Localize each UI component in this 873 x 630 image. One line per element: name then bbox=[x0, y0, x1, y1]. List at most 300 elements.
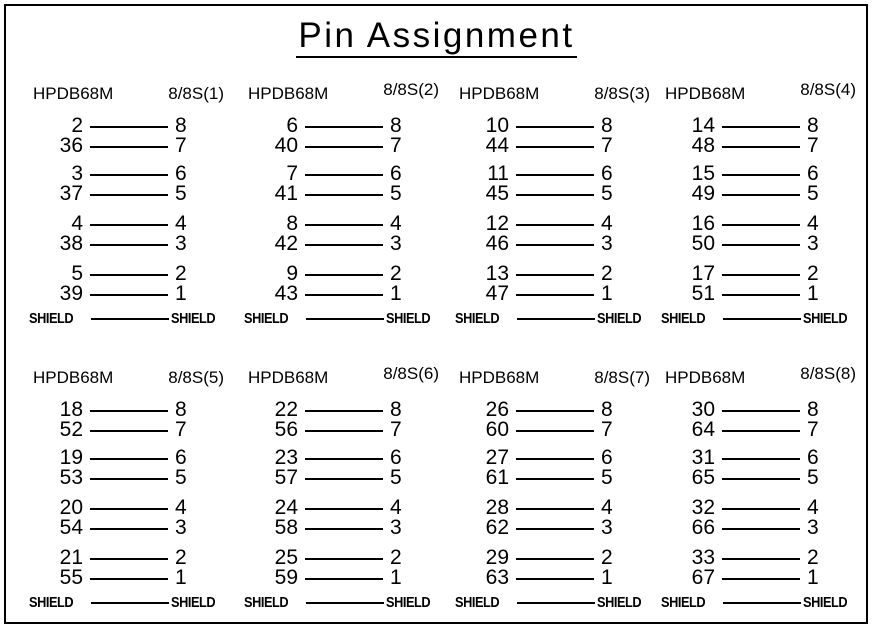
left-pin-number: 12 bbox=[485, 212, 509, 235]
wire-line bbox=[722, 410, 800, 412]
wire-line bbox=[90, 458, 168, 460]
shield-wire bbox=[306, 602, 384, 604]
pin-row bbox=[248, 518, 438, 538]
left-pin-number: 29 bbox=[485, 546, 509, 569]
wire-line bbox=[305, 558, 383, 560]
pin-row bbox=[33, 420, 223, 440]
right-pin-number: 1 bbox=[807, 566, 819, 589]
wire-line bbox=[516, 244, 594, 246]
wire-line bbox=[516, 126, 594, 128]
wire-line bbox=[90, 244, 168, 246]
left-pin-number: 64 bbox=[691, 418, 715, 441]
shield-label-left: SHIELD bbox=[29, 594, 74, 611]
right-pin-number: 5 bbox=[390, 182, 402, 205]
wire-line bbox=[516, 578, 594, 580]
left-connector-label: HPDB68M bbox=[33, 84, 114, 103]
right-pin-number: 4 bbox=[175, 212, 187, 235]
pin-row bbox=[665, 284, 855, 304]
wire-line bbox=[90, 146, 168, 148]
right-pin-number: 3 bbox=[601, 232, 613, 255]
pin-row bbox=[33, 184, 223, 204]
wire-line bbox=[516, 508, 594, 510]
wire-line bbox=[722, 528, 800, 530]
pin-row bbox=[459, 164, 649, 184]
wire-line bbox=[90, 126, 168, 128]
page-title bbox=[0, 16, 873, 58]
shield-label-right: SHIELD bbox=[597, 310, 642, 327]
wire-line bbox=[722, 294, 800, 296]
left-pin-number: 7 bbox=[286, 162, 298, 185]
right-pin-number: 6 bbox=[601, 162, 613, 185]
shield-label-left: SHIELD bbox=[29, 310, 74, 327]
left-pin-number: 47 bbox=[485, 282, 509, 305]
left-pin-number: 45 bbox=[485, 182, 509, 205]
wire-line bbox=[722, 558, 800, 560]
left-pin-number: 57 bbox=[274, 466, 298, 489]
wire-line bbox=[722, 508, 800, 510]
right-pin-number: 7 bbox=[807, 418, 819, 441]
wire-line bbox=[305, 146, 383, 148]
right-pin-number: 7 bbox=[807, 134, 819, 157]
right-pin-number: 4 bbox=[390, 496, 402, 519]
left-pin-number: 14 bbox=[691, 114, 715, 137]
pin-row bbox=[665, 214, 855, 234]
wire-line bbox=[90, 528, 168, 530]
left-pin-number: 21 bbox=[59, 546, 83, 569]
right-pin-number: 1 bbox=[390, 282, 402, 305]
pin-row bbox=[459, 468, 649, 488]
right-pin-number: 3 bbox=[601, 516, 613, 539]
right-connector-label: 8/8S(3) bbox=[594, 84, 650, 103]
right-pin-number: 7 bbox=[175, 418, 187, 441]
shield-wire bbox=[91, 318, 169, 320]
pin-row bbox=[248, 136, 438, 156]
right-pin-number: 6 bbox=[807, 162, 819, 185]
right-pin-number: 2 bbox=[601, 262, 613, 285]
shield-label-right: SHIELD bbox=[171, 594, 216, 611]
right-pin-number: 3 bbox=[390, 516, 402, 539]
right-connector-label: 8/8S(8) bbox=[800, 364, 856, 383]
right-pin-number: 1 bbox=[807, 282, 819, 305]
right-pin-number: 3 bbox=[807, 232, 819, 255]
wire-line bbox=[722, 430, 800, 432]
left-pin-number: 63 bbox=[485, 566, 509, 589]
left-pin-number: 6 bbox=[286, 114, 298, 137]
left-pin-number: 5 bbox=[71, 262, 83, 285]
pin-row bbox=[459, 568, 649, 588]
pin-row bbox=[248, 448, 438, 468]
shield-label-left: SHIELD bbox=[661, 594, 706, 611]
wire-line bbox=[90, 274, 168, 276]
pin-row bbox=[665, 448, 855, 468]
pin-row bbox=[33, 400, 223, 420]
right-pin-number: 3 bbox=[175, 232, 187, 255]
pin-row bbox=[248, 164, 438, 184]
pin-row bbox=[665, 498, 855, 518]
right-connector-label: 8/8S(7) bbox=[594, 368, 650, 387]
pin-block-5 bbox=[29, 368, 238, 618]
pin-row bbox=[248, 468, 438, 488]
right-pin-number: 8 bbox=[601, 114, 613, 137]
left-pin-number: 18 bbox=[59, 398, 83, 421]
left-pin-number: 25 bbox=[274, 546, 298, 569]
pin-row bbox=[459, 184, 649, 204]
right-connector-label: 8/8S(4) bbox=[800, 80, 856, 99]
shield-wire bbox=[517, 318, 595, 320]
right-pin-number: 6 bbox=[601, 446, 613, 469]
right-pin-number: 7 bbox=[390, 134, 402, 157]
wire-line bbox=[516, 174, 594, 176]
left-pin-number: 15 bbox=[691, 162, 715, 185]
left-pin-number: 13 bbox=[485, 262, 509, 285]
right-pin-number: 3 bbox=[390, 232, 402, 255]
pin-row bbox=[665, 184, 855, 204]
pin-row bbox=[248, 498, 438, 518]
pin-row bbox=[459, 116, 649, 136]
shield-label-left: SHIELD bbox=[244, 310, 289, 327]
left-connector-label: HPDB68M bbox=[248, 84, 329, 103]
pin-row bbox=[665, 164, 855, 184]
right-pin-number: 5 bbox=[390, 466, 402, 489]
right-pin-number: 7 bbox=[601, 134, 613, 157]
wire-line bbox=[722, 478, 800, 480]
right-pin-number: 4 bbox=[807, 212, 819, 235]
left-pin-number: 20 bbox=[59, 496, 83, 519]
wire-line bbox=[90, 478, 168, 480]
left-pin-number: 17 bbox=[691, 262, 715, 285]
wire-line bbox=[305, 528, 383, 530]
shield-label-left: SHIELD bbox=[455, 310, 500, 327]
right-pin-number: 6 bbox=[390, 446, 402, 469]
left-pin-number: 19 bbox=[59, 446, 83, 469]
pin-row bbox=[665, 420, 855, 440]
pin-row bbox=[459, 498, 649, 518]
wire-line bbox=[516, 528, 594, 530]
right-pin-number: 2 bbox=[390, 262, 402, 285]
shield-label-right: SHIELD bbox=[386, 310, 431, 327]
pin-row bbox=[33, 568, 223, 588]
wire-line bbox=[516, 224, 594, 226]
pin-row bbox=[459, 548, 649, 568]
wire-line bbox=[305, 244, 383, 246]
pin-row bbox=[33, 498, 223, 518]
left-connector-label: HPDB68M bbox=[33, 368, 114, 387]
shield-wire bbox=[723, 602, 801, 604]
left-connector-label: HPDB68M bbox=[459, 368, 540, 387]
right-connector-label: 8/8S(6) bbox=[383, 364, 439, 383]
left-pin-number: 48 bbox=[691, 134, 715, 157]
pin-row bbox=[33, 468, 223, 488]
right-pin-number: 4 bbox=[601, 496, 613, 519]
pin-row bbox=[248, 116, 438, 136]
pin-block-3 bbox=[455, 84, 664, 334]
wire-line bbox=[722, 458, 800, 460]
right-connector-label: 8/8S(1) bbox=[168, 84, 224, 103]
right-pin-number: 8 bbox=[175, 398, 187, 421]
pin-block-7 bbox=[455, 368, 664, 618]
right-pin-number: 5 bbox=[807, 466, 819, 489]
right-pin-number: 6 bbox=[807, 446, 819, 469]
pin-row bbox=[33, 234, 223, 254]
wire-line bbox=[305, 578, 383, 580]
right-pin-number: 2 bbox=[601, 546, 613, 569]
pin-row bbox=[33, 518, 223, 538]
wire-line bbox=[516, 558, 594, 560]
wire-line bbox=[90, 508, 168, 510]
wire-line bbox=[516, 458, 594, 460]
left-pin-number: 31 bbox=[691, 446, 715, 469]
right-pin-number: 8 bbox=[175, 114, 187, 137]
left-pin-number: 56 bbox=[274, 418, 298, 441]
right-pin-number: 6 bbox=[175, 446, 187, 469]
shield-label-right: SHIELD bbox=[803, 594, 848, 611]
wire-line bbox=[90, 578, 168, 580]
left-pin-number: 61 bbox=[485, 466, 509, 489]
left-connector-label: HPDB68M bbox=[665, 84, 746, 103]
pin-row bbox=[459, 214, 649, 234]
wire-line bbox=[722, 194, 800, 196]
shield-label-right: SHIELD bbox=[171, 310, 216, 327]
left-pin-number: 9 bbox=[286, 262, 298, 285]
left-pin-number: 28 bbox=[485, 496, 509, 519]
left-pin-number: 49 bbox=[691, 182, 715, 205]
left-pin-number: 4 bbox=[71, 212, 83, 235]
left-pin-number: 22 bbox=[274, 398, 298, 421]
shield-wire bbox=[91, 602, 169, 604]
left-pin-number: 50 bbox=[691, 232, 715, 255]
pin-row bbox=[665, 518, 855, 538]
right-pin-number: 2 bbox=[390, 546, 402, 569]
left-pin-number: 33 bbox=[691, 546, 715, 569]
left-pin-number: 65 bbox=[691, 466, 715, 489]
wire-line bbox=[722, 174, 800, 176]
wire-line bbox=[305, 174, 383, 176]
shield-label-right: SHIELD bbox=[803, 310, 848, 327]
right-pin-number: 6 bbox=[390, 162, 402, 185]
left-pin-number: 51 bbox=[691, 282, 715, 305]
pin-row bbox=[665, 264, 855, 284]
pin-block-4 bbox=[661, 80, 870, 334]
left-pin-number: 16 bbox=[691, 212, 715, 235]
left-pin-number: 3 bbox=[71, 162, 83, 185]
left-pin-number: 30 bbox=[691, 398, 715, 421]
pin-row bbox=[248, 284, 438, 304]
left-pin-number: 53 bbox=[59, 466, 83, 489]
left-pin-number: 42 bbox=[274, 232, 298, 255]
pin-row bbox=[33, 116, 223, 136]
wire-line bbox=[305, 274, 383, 276]
left-pin-number: 38 bbox=[59, 232, 83, 255]
right-pin-number: 5 bbox=[175, 466, 187, 489]
left-connector-label: HPDB68M bbox=[459, 84, 540, 103]
left-pin-number: 55 bbox=[59, 566, 83, 589]
left-pin-number: 67 bbox=[691, 566, 715, 589]
left-pin-number: 54 bbox=[59, 516, 83, 539]
right-pin-number: 8 bbox=[807, 398, 819, 421]
left-pin-number: 10 bbox=[485, 114, 509, 137]
left-pin-number: 66 bbox=[691, 516, 715, 539]
right-pin-number: 2 bbox=[807, 546, 819, 569]
wire-line bbox=[516, 294, 594, 296]
shield-wire bbox=[306, 318, 384, 320]
left-pin-number: 27 bbox=[485, 446, 509, 469]
right-pin-number: 1 bbox=[390, 566, 402, 589]
left-pin-number: 44 bbox=[485, 134, 509, 157]
wire-line bbox=[305, 194, 383, 196]
left-pin-number: 60 bbox=[485, 418, 509, 441]
pin-row bbox=[248, 184, 438, 204]
wire-line bbox=[516, 194, 594, 196]
wire-line bbox=[305, 430, 383, 432]
pin-row bbox=[665, 568, 855, 588]
shield-label-left: SHIELD bbox=[455, 594, 500, 611]
left-pin-number: 36 bbox=[59, 134, 83, 157]
right-pin-number: 5 bbox=[601, 182, 613, 205]
right-pin-number: 2 bbox=[807, 262, 819, 285]
wire-line bbox=[722, 224, 800, 226]
pin-row bbox=[459, 448, 649, 468]
right-pin-number: 5 bbox=[601, 466, 613, 489]
left-pin-number: 32 bbox=[691, 496, 715, 519]
pin-block-2 bbox=[244, 80, 453, 334]
wire-line bbox=[516, 430, 594, 432]
right-pin-number: 8 bbox=[390, 398, 402, 421]
left-pin-number: 2 bbox=[71, 114, 83, 137]
left-connector-label: HPDB68M bbox=[665, 368, 746, 387]
pin-row bbox=[248, 214, 438, 234]
pin-row bbox=[665, 548, 855, 568]
right-pin-number: 6 bbox=[175, 162, 187, 185]
wire-line bbox=[90, 194, 168, 196]
right-pin-number: 7 bbox=[175, 134, 187, 157]
right-connector-label: 8/8S(2) bbox=[383, 80, 439, 99]
left-pin-number: 52 bbox=[59, 418, 83, 441]
left-pin-number: 40 bbox=[274, 134, 298, 157]
left-pin-number: 46 bbox=[485, 232, 509, 255]
right-pin-number: 7 bbox=[601, 418, 613, 441]
right-pin-number: 5 bbox=[175, 182, 187, 205]
title-text: Pin Assignment bbox=[296, 18, 576, 58]
left-pin-number: 11 bbox=[487, 162, 509, 185]
left-pin-number: 23 bbox=[274, 446, 298, 469]
wire-line bbox=[305, 508, 383, 510]
pin-row bbox=[33, 164, 223, 184]
right-pin-number: 8 bbox=[807, 114, 819, 137]
right-pin-number: 5 bbox=[807, 182, 819, 205]
wire-line bbox=[516, 478, 594, 480]
pin-block-8 bbox=[661, 364, 870, 618]
wire-line bbox=[722, 274, 800, 276]
pin-row bbox=[33, 136, 223, 156]
right-pin-number: 2 bbox=[175, 262, 187, 285]
left-pin-number: 8 bbox=[286, 212, 298, 235]
wire-line bbox=[516, 410, 594, 412]
right-pin-number: 1 bbox=[175, 282, 187, 305]
wire-line bbox=[90, 430, 168, 432]
pin-row bbox=[459, 284, 649, 304]
left-pin-number: 43 bbox=[274, 282, 298, 305]
left-pin-number: 58 bbox=[274, 516, 298, 539]
shield-label-left: SHIELD bbox=[661, 310, 706, 327]
right-pin-number: 3 bbox=[807, 516, 819, 539]
wire-line bbox=[90, 174, 168, 176]
pin-row bbox=[665, 468, 855, 488]
left-pin-number: 39 bbox=[59, 282, 83, 305]
pin-row bbox=[33, 448, 223, 468]
wire-line bbox=[305, 410, 383, 412]
right-pin-number: 1 bbox=[601, 282, 613, 305]
right-pin-number: 1 bbox=[601, 566, 613, 589]
pin-row bbox=[459, 420, 649, 440]
pin-row bbox=[33, 214, 223, 234]
right-pin-number: 3 bbox=[175, 516, 187, 539]
pin-row bbox=[248, 568, 438, 588]
wire-line bbox=[516, 274, 594, 276]
left-pin-number: 41 bbox=[274, 182, 298, 205]
left-pin-number: 62 bbox=[485, 516, 509, 539]
right-pin-number: 4 bbox=[807, 496, 819, 519]
pin-row bbox=[248, 400, 438, 420]
right-pin-number: 8 bbox=[601, 398, 613, 421]
wire-line bbox=[90, 410, 168, 412]
wire-line bbox=[305, 224, 383, 226]
pin-row bbox=[248, 420, 438, 440]
left-connector-label: HPDB68M bbox=[248, 368, 329, 387]
wire-line bbox=[90, 294, 168, 296]
wire-line bbox=[90, 558, 168, 560]
shield-label-right: SHIELD bbox=[386, 594, 431, 611]
wire-line bbox=[305, 478, 383, 480]
pin-row bbox=[665, 400, 855, 420]
left-pin-number: 59 bbox=[274, 566, 298, 589]
wire-line bbox=[305, 458, 383, 460]
pin-row bbox=[33, 284, 223, 304]
right-pin-number: 4 bbox=[390, 212, 402, 235]
pin-row bbox=[459, 234, 649, 254]
pin-row bbox=[459, 518, 649, 538]
left-pin-number: 37 bbox=[59, 182, 83, 205]
left-pin-number: 24 bbox=[274, 496, 298, 519]
pin-row bbox=[665, 136, 855, 156]
right-pin-number: 1 bbox=[175, 566, 187, 589]
pin-row bbox=[459, 136, 649, 156]
pin-row bbox=[459, 264, 649, 284]
shield-label-left: SHIELD bbox=[244, 594, 289, 611]
shield-wire bbox=[723, 318, 801, 320]
right-pin-number: 7 bbox=[390, 418, 402, 441]
wire-line bbox=[516, 146, 594, 148]
right-connector-label: 8/8S(5) bbox=[168, 368, 224, 387]
left-pin-number: 26 bbox=[485, 398, 509, 421]
pin-block-1 bbox=[29, 84, 238, 334]
pin-row bbox=[665, 116, 855, 136]
wire-line bbox=[722, 244, 800, 246]
right-pin-number: 8 bbox=[390, 114, 402, 137]
wire-line bbox=[722, 146, 800, 148]
shield-wire bbox=[517, 602, 595, 604]
pin-block-6 bbox=[244, 364, 453, 618]
pin-row bbox=[248, 234, 438, 254]
right-pin-number: 4 bbox=[601, 212, 613, 235]
pin-row bbox=[665, 234, 855, 254]
shield-label-right: SHIELD bbox=[597, 594, 642, 611]
pin-row bbox=[248, 264, 438, 284]
right-pin-number: 4 bbox=[175, 496, 187, 519]
wire-line bbox=[305, 294, 383, 296]
wire-line bbox=[722, 126, 800, 128]
pin-row bbox=[33, 264, 223, 284]
right-pin-number: 2 bbox=[175, 546, 187, 569]
